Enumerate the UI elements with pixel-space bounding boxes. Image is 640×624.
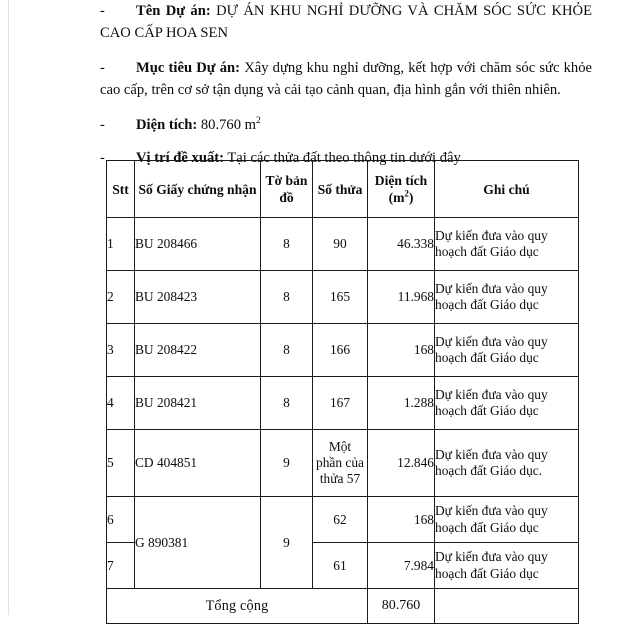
cell-certificate: BU 208421 [135,377,261,430]
cell-map-sheet: 9 [261,430,313,497]
bullet-label-project-area: Diện tích: [136,117,198,133]
cell-stt: 7 [107,543,135,589]
column-header-map-sheet [261,161,313,218]
column-header-plot: Số thửa [313,161,368,218]
cell-map-sheet: 8 [261,218,313,271]
map-sheet-header-line1: Tờ bản [265,173,308,188]
cell-note: Dự kiến đưa vào quy hoạch đất Giáo dục [435,377,579,430]
cell-note: Dự kiến đưa vào quy hoạch đất Giáo dục [435,218,579,271]
cell-map-sheet: 8 [261,271,313,324]
cell-note: Dự kiến đưa vào quy hoạch đất Giáo dục [435,324,579,377]
cell-area: 168 [368,324,435,377]
project-name-text: DỰ ÁN KHU NGHỈ DƯỠNG VÀ CHĂM SÓC SỨC KHỎE CAO CẤP HOA SEN [100,3,592,41]
cell-map-sheet: 8 [261,377,313,430]
cell-stt: 5 [107,430,135,497]
cell-certificate: CD 404851 [135,430,261,497]
area-header-line2 [389,190,414,205]
bullet-marker-project-location: - [100,150,105,166]
table-row [107,377,579,430]
bullet-label-project-name: Tên Dự án: [136,3,211,19]
area-header-exponent: 2 [404,188,409,199]
table-total-row [107,589,579,624]
cell-note: Dự kiến đưa vào quy hoạch đất Giáo dục [435,497,579,543]
cell-note: Dự kiến đưa vào quy hoạch đất Giáo dục. [435,430,579,497]
bullet-marker-project-objective: - [100,60,105,76]
bullet-project-name [100,0,592,44]
project-area-text: 80.760 m [200,117,257,133]
total-area-value: 80.760 [368,589,435,624]
cell-plot-line1: Một [328,439,352,454]
bullet-project-area [100,114,592,136]
bullet-marker-project-name: - [100,3,105,19]
table-row [107,271,579,324]
table-row [107,497,579,543]
cell-certificate-merged: G 890381 [135,497,261,589]
column-header-area [368,161,435,218]
cell-stt: 3 [107,324,135,377]
table-header-row [107,161,579,218]
table-row [107,218,579,271]
cell-area: 7.984 [368,543,435,589]
cell-area: 46.338 [368,218,435,271]
bullet-value-project-area [197,117,261,133]
cell-note: Dự kiến đưa vào quy hoạch đất Giáo dục [435,543,579,589]
cell-stt: 6 [107,497,135,543]
cell-plot: 167 [313,377,368,430]
project-area-unit-exponent: 2 [256,115,261,127]
bullet-label-project-location: Vị trí đề xuất: [136,150,224,166]
project-location-text: Tại các thửa đất theo thông tin dưới đây [227,150,461,166]
parcels-table [106,160,579,624]
column-header-note: Ghi chú [435,161,579,218]
cell-stt: 4 [107,377,135,430]
cell-plot-line2: phần của [316,455,364,470]
area-header-line1: Diện tích [374,173,428,188]
cell-area: 12.846 [368,430,435,497]
cell-note: Dự kiến đưa vào quy hoạch đất Giáo dục [435,271,579,324]
total-note [435,589,579,624]
cell-certificate: BU 208422 [135,324,261,377]
cell-plot [313,430,368,497]
parcels-table-wrapper [106,160,578,624]
total-label: Tổng cộng [107,589,368,624]
bullet-label-project-objective: Mục tiêu Dự án: [136,60,240,76]
column-header-stt: Stt [107,161,135,218]
area-header-unit-open: (m [388,190,405,205]
bullet-project-objective [100,57,592,101]
cell-stt: 2 [107,271,135,324]
bullet-marker-project-area: - [100,117,105,133]
table-row [107,324,579,377]
parcels-table-body [107,218,579,624]
cell-certificate: BU 208423 [135,271,261,324]
area-header-unit-close: ) [408,190,414,205]
map-sheet-header-line2: đồ [279,190,294,205]
cell-plot: 166 [313,324,368,377]
cell-area: 168 [368,497,435,543]
cell-area: 1.288 [368,377,435,430]
cell-map-sheet: 8 [261,324,313,377]
parcels-table-head [107,161,579,218]
cell-stt: 1 [107,218,135,271]
table-row [107,430,579,497]
column-header-certificate: Số Giấy chứng nhận [135,161,261,218]
project-objective-text: Xây dựng khu nghỉ dưỡng, kết hợp với chăm sóc sức khỏe cao cấp, trên cơ sở tận dụng và cải tạo cảnh quan, địa hình gắn với thiên nhiên. [100,60,592,98]
cell-certificate: BU 208466 [135,218,261,271]
cell-map-sheet-merged: 9 [261,497,313,589]
cell-plot: 165 [313,271,368,324]
cell-plot: 62 [313,497,368,543]
cell-plot-line3: thửa 57 [319,471,361,486]
cell-plot: 61 [313,543,368,589]
bullet-list [100,0,592,169]
cell-plot: 90 [313,218,368,271]
cell-area: 11.968 [368,271,435,324]
